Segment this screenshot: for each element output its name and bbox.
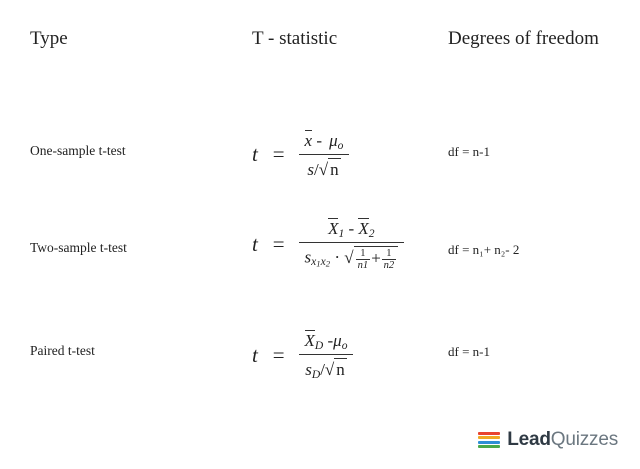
- table-row: [0, 120, 640, 190]
- column-header-t-statistic: T - statistic: [252, 28, 338, 49]
- row-label-paired: Paired t-test: [30, 343, 95, 358]
- fraction-numerator: $X_1 - X_2$: [328, 219, 375, 240]
- fraction-denominator: s/√ n: [299, 154, 350, 180]
- df-paired: df = n-1: [448, 344, 490, 359]
- table-row: [0, 212, 640, 292]
- fraction-two-sample: [299, 218, 405, 271]
- logo-wordmark: [507, 429, 618, 451]
- formula-paired: [252, 330, 353, 381]
- leadquizzes-logo: [478, 429, 618, 451]
- df-two-sample: df = n₁+ n₂- 2: [448, 242, 520, 257]
- row-label-two-sample: Two-sample t-test: [30, 240, 127, 255]
- logo-bar-1: [478, 432, 500, 435]
- formula-two-sample: [252, 218, 404, 271]
- column-header-type: Type: [30, 28, 68, 49]
- logo-mark-icon: [478, 432, 500, 448]
- t-equals-symbol: t =: [252, 232, 287, 256]
- fraction-denominator: $s_{x1x2}$ · √ $\frac{1}{n1}$ + $\frac{1}{n2}$: [299, 242, 405, 271]
- table-header-row: [0, 28, 640, 58]
- column-header-degrees-of-freedom: Degrees of freedom: [448, 28, 599, 49]
- formula-one-sample: [252, 130, 349, 180]
- logo-bar-2: [478, 436, 500, 439]
- logo-bar-4: [478, 445, 500, 448]
- fraction-denominator: $s_D/√$ n: [299, 354, 354, 381]
- logo-text-bold: Lead: [507, 429, 551, 450]
- t-equals-symbol: t =: [252, 142, 287, 167]
- fraction-one-sample: [299, 130, 350, 180]
- logo-bar-3: [478, 441, 500, 444]
- row-label-one-sample: One-sample t-test: [30, 143, 126, 158]
- fraction-numerator: $X_D$ $-\mu_o$: [304, 331, 348, 352]
- logo-text-light: Quizzes: [550, 429, 618, 450]
- table-row: [0, 320, 640, 390]
- t-equals-symbol: t =: [252, 342, 287, 367]
- df-one-sample: df = n-1: [448, 144, 490, 159]
- fraction-paired: [299, 330, 354, 381]
- fraction-numerator: x - $\mu_o$: [304, 131, 344, 152]
